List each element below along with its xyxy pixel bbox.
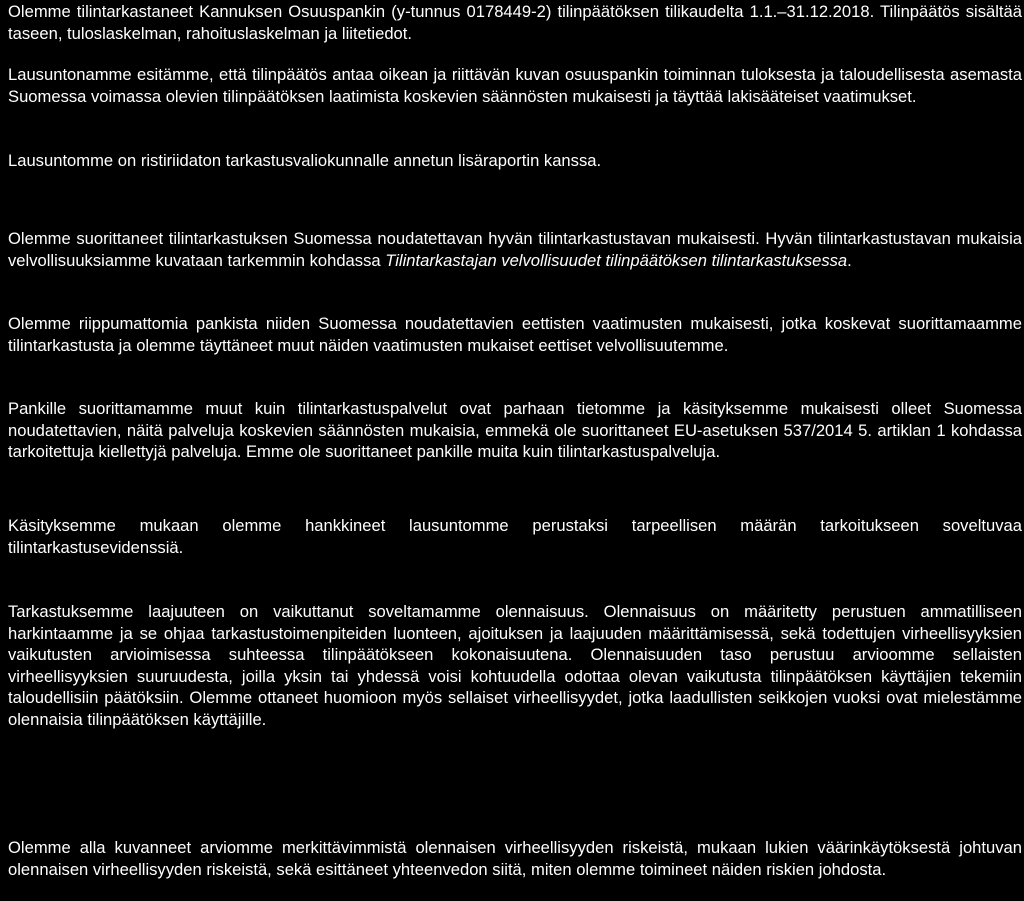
paragraph-non-audit-services: Pankille suorittamamme muut kuin tilintarkastuspalvelut ovat parhaan tietomme ja käsityksemme mukaisesti olleet Suomessa noudatettavien, näitä palveluja koskevien säännösten mukaisia, emmekä ole suorittaneet EU-asetuksen 537/2014 5. artiklan 1 kohdassa tarkoitettuja kiellettyjä palveluja. Emme ole suorittaneet pankille muita kuin tilintarkastuspalveluja.: [8, 399, 1022, 461]
paragraph-audit-scope: Olemme tilintarkastaneet Kannuksen Osuuspankin (y-tunnus 0178449-2) tilinpäätöksen tilikaudelta 1.1.–31.12.2018. Tilinpäätös sisältää taseen, tuloslaskelman, rahoituslaskelman ja liitetiedot.: [8, 2, 1022, 43]
paragraph-key-audit-matters: Olemme alla kuvanneet arviomme merkittävimmistä olennaisen virheellisyyden riskeistä, mukaan lukien väärinkäytöksestä johtuvan olennaisen virheellisyyden riskeistä, sekä esittäneet yhteenvedon siitä, miten olemme toimineet näiden riskien johdosta.: [8, 838, 1022, 879]
paragraph-consistency: Lausuntomme on ristiriidaton tarkastusvaliokunnalle annetun lisäraportin kanssa.: [8, 151, 602, 170]
paragraph-basis: [8, 228, 1022, 271]
paragraph-basis-reference: Tilintarkastajan velvollisuudet tilinpäätöksen tilintarkastuksessa: [385, 250, 848, 270]
paragraph-opinion: Lausuntonamme esitämme, että tilinpäätös antaa oikean ja riittävän kuvan osuuspankin toiminnan tuloksesta ja taloudellisesta asemasta Suomessa voimassa olevien tilinpäätöksen laatimista koskevien säännösten mukaisesti ja täyttää lakisääteiset vaatimukset.: [8, 65, 1022, 106]
paragraph-independence: Olemme riippumattomia pankista niiden Suomessa noudatettavien eettisten vaatimusten mukaisesti, jotka koskevat suorittamaamme tilintarkastusta ja olemme täyttäneet muut näiden vaatimusten mukaiset eettiset velvollisuutemme.: [8, 314, 1022, 355]
paragraph-materiality: Tarkastuksemme laajuuteen on vaikuttanut soveltamamme olennaisuus. Olennaisuus on määritetty perustuen ammatilliseen harkintaamme ja se ohjaa tarkastustoimenpiteiden luonteen, ajoituksen ja laajuuden määrittämisessä, sekä todettujen virheellisyyksien vaikutusten arvioimisessa suhteessa tilinpäätökseen kokonaisuutena. Olennaisuuden taso perustuu arvioomme sellaisten virheellisyyksien suuruudesta, joilla yksin tai yhdessä voisi kohtuudella odottaa olevan vaikutusta tilinpäätöksen käyttäjien tekemiin taloudellisiin päätöksiin. Olemme ottaneet huomioon myös sellaiset virheellisyydet, jotka laadullisten seikkojen vuoksi ovat mielestämme olennaisia tilinpäätöksen käyttäjille.: [8, 602, 1022, 729]
paragraph-basis-text: Olemme suorittaneet tilintarkastuksen Suomessa noudatettavan hyvän tilintarkastustavan mukaisesti. Hyvän tilintarkastustavan mukaisia velvollisuuksiamme kuvataan tarkemmin kohdassa: [8, 229, 1022, 270]
paragraph-evidence: Käsityksemme mukaan olemme hankkineet lausuntomme perustaksi tarpeellisen määrän tarkoitukseen soveltuvaa tilintarkastusevidenssiä.: [8, 516, 1022, 557]
paragraph-basis-end: .: [847, 250, 852, 270]
